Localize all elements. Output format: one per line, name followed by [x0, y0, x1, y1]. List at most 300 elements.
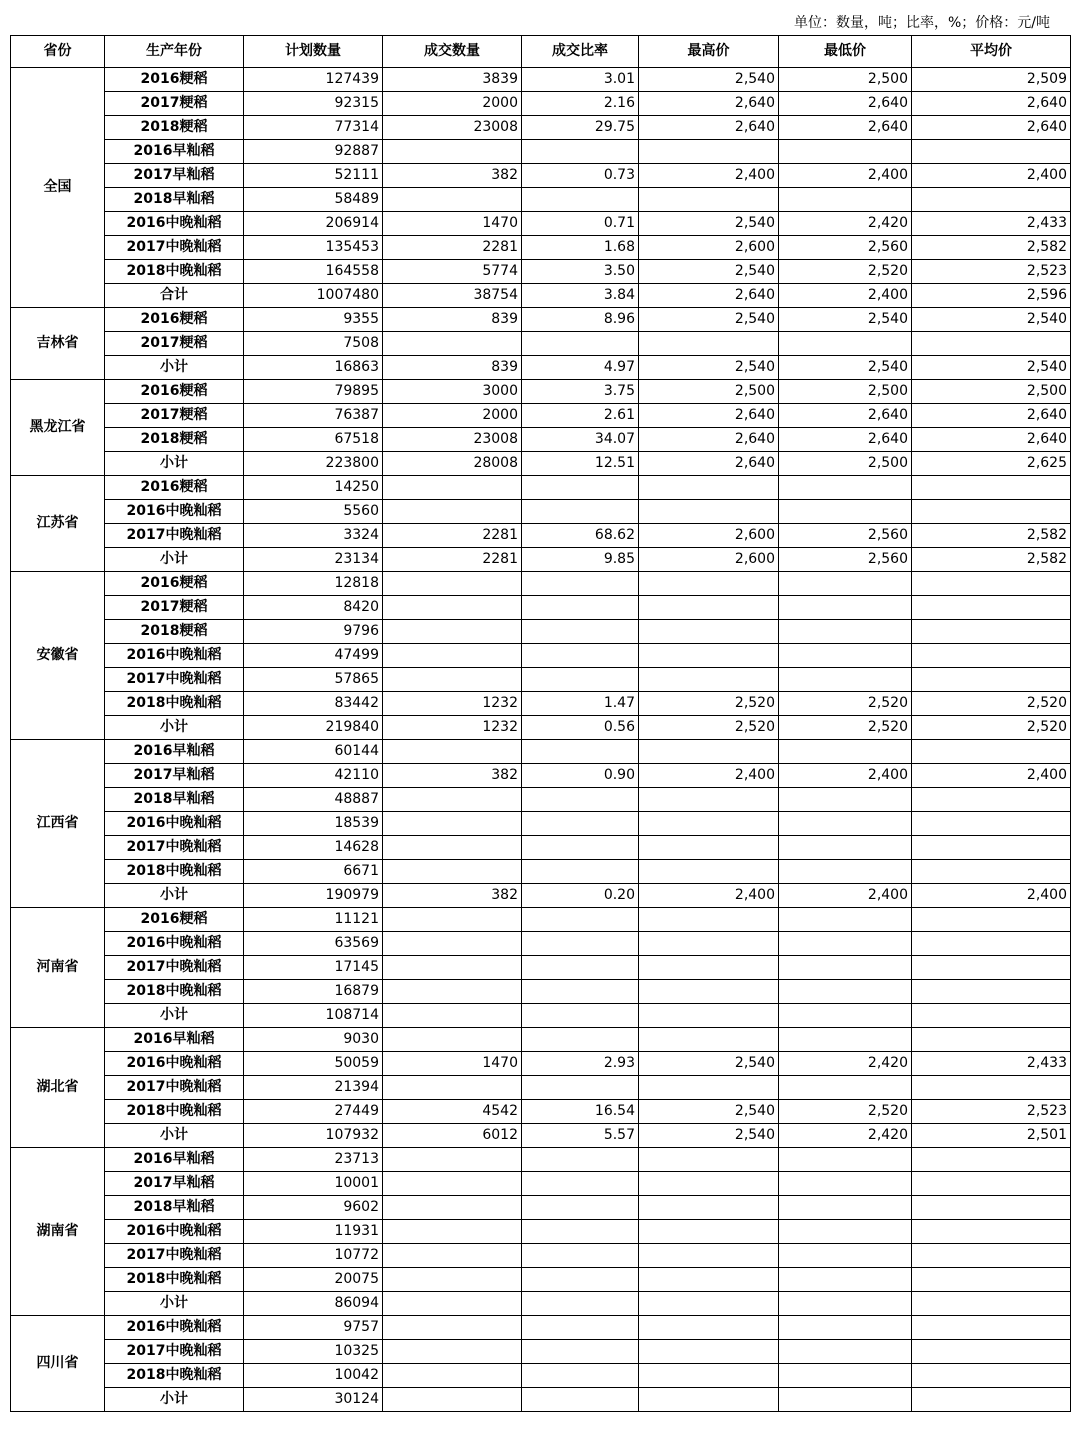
column-header: 平均价 — [912, 36, 1071, 68]
value-cell — [779, 1292, 912, 1316]
value-cell: 0.20 — [522, 884, 639, 908]
table-row — [11, 692, 1071, 716]
value-cell: 2000 — [383, 404, 522, 428]
value-cell: 2,500 — [639, 380, 779, 404]
production-year-cell: 2017中晚籼稻 — [105, 1244, 244, 1268]
table-row — [11, 596, 1071, 620]
value-cell: 83442 — [244, 692, 383, 716]
value-cell — [639, 476, 779, 500]
value-cell: 3324 — [244, 524, 383, 548]
value-cell — [522, 1076, 639, 1100]
value-cell: 382 — [383, 884, 522, 908]
value-cell: 12818 — [244, 572, 383, 596]
value-cell: 10042 — [244, 1364, 383, 1388]
value-cell: 42110 — [244, 764, 383, 788]
value-cell — [912, 572, 1071, 596]
value-cell — [912, 1172, 1071, 1196]
value-cell — [522, 188, 639, 212]
value-cell: 21394 — [244, 1076, 383, 1100]
value-cell — [639, 1316, 779, 1340]
value-cell — [383, 836, 522, 860]
value-cell — [383, 1028, 522, 1052]
value-cell — [912, 332, 1071, 356]
value-cell — [639, 788, 779, 812]
value-cell — [383, 644, 522, 668]
value-cell — [639, 1028, 779, 1052]
production-year-cell: 2017粳稻 — [105, 596, 244, 620]
table-row — [11, 908, 1071, 932]
value-cell: 92315 — [244, 92, 383, 116]
production-year-cell: 2016中晚籼稻 — [105, 932, 244, 956]
value-cell — [779, 140, 912, 164]
value-cell — [912, 1292, 1071, 1316]
value-cell — [383, 1268, 522, 1292]
production-year-cell: 2017中晚籼稻 — [105, 956, 244, 980]
value-cell: 2,640 — [912, 92, 1071, 116]
value-cell: 23134 — [244, 548, 383, 572]
value-cell: 2,640 — [639, 404, 779, 428]
value-cell — [522, 596, 639, 620]
value-cell — [522, 1196, 639, 1220]
value-cell — [779, 860, 912, 884]
value-cell: 2.61 — [522, 404, 639, 428]
table-row — [11, 380, 1071, 404]
value-cell — [639, 1172, 779, 1196]
value-cell — [912, 644, 1071, 668]
value-cell — [639, 1292, 779, 1316]
production-year-cell: 2016粳稻 — [105, 308, 244, 332]
table-row — [11, 452, 1071, 476]
value-cell: 2,520 — [779, 260, 912, 284]
value-cell: 2,400 — [639, 884, 779, 908]
value-cell: 48887 — [244, 788, 383, 812]
value-cell — [639, 1076, 779, 1100]
value-cell — [779, 956, 912, 980]
production-year-cell: 2018粳稻 — [105, 116, 244, 140]
value-cell: 2,640 — [639, 452, 779, 476]
value-cell: 2,500 — [912, 380, 1071, 404]
value-cell — [912, 596, 1071, 620]
value-cell: 4542 — [383, 1100, 522, 1124]
table-row — [11, 1172, 1071, 1196]
value-cell: 9602 — [244, 1196, 383, 1220]
value-cell — [383, 1244, 522, 1268]
value-cell: 10325 — [244, 1340, 383, 1364]
value-cell — [912, 956, 1071, 980]
table-row — [11, 1100, 1071, 1124]
column-header: 最高价 — [639, 36, 779, 68]
value-cell: 2,400 — [912, 884, 1071, 908]
production-year-cell: 2018早籼稻 — [105, 788, 244, 812]
value-cell: 2,520 — [779, 716, 912, 740]
value-cell — [779, 1244, 912, 1268]
value-cell — [912, 980, 1071, 1004]
value-cell: 52111 — [244, 164, 383, 188]
value-cell — [639, 1196, 779, 1220]
value-cell — [639, 644, 779, 668]
value-cell — [639, 620, 779, 644]
table-header — [11, 36, 1071, 68]
value-cell: 2,540 — [639, 356, 779, 380]
value-cell: 14628 — [244, 836, 383, 860]
value-cell: 2,400 — [779, 764, 912, 788]
value-cell — [779, 932, 912, 956]
value-cell: 219840 — [244, 716, 383, 740]
table-row — [11, 284, 1071, 308]
value-cell — [383, 596, 522, 620]
production-year-cell: 小计 — [105, 548, 244, 572]
table-row — [11, 332, 1071, 356]
value-cell — [522, 1364, 639, 1388]
value-cell: 11931 — [244, 1220, 383, 1244]
value-cell — [522, 1004, 639, 1028]
value-cell — [522, 1292, 639, 1316]
value-cell: 2,520 — [779, 692, 912, 716]
production-year-cell: 2016中晚籼稻 — [105, 1316, 244, 1340]
production-year-cell: 2016粳稻 — [105, 380, 244, 404]
value-cell — [383, 572, 522, 596]
value-cell: 6671 — [244, 860, 383, 884]
value-cell: 50059 — [244, 1052, 383, 1076]
value-cell — [639, 932, 779, 956]
column-header: 最低价 — [779, 36, 912, 68]
value-cell — [522, 140, 639, 164]
value-cell — [522, 740, 639, 764]
value-cell — [912, 932, 1071, 956]
value-cell: 0.56 — [522, 716, 639, 740]
value-cell: 18539 — [244, 812, 383, 836]
value-cell: 2000 — [383, 92, 522, 116]
value-cell: 3839 — [383, 68, 522, 92]
value-cell: 2,500 — [779, 68, 912, 92]
table-row — [11, 116, 1071, 140]
value-cell — [383, 1172, 522, 1196]
value-cell: 2,582 — [912, 548, 1071, 572]
value-cell — [779, 1388, 912, 1412]
value-cell: 2,420 — [779, 1052, 912, 1076]
value-cell — [639, 1388, 779, 1412]
value-cell: 92887 — [244, 140, 383, 164]
value-cell: 20075 — [244, 1268, 383, 1292]
province-cell: 黑龙江省 — [11, 380, 105, 476]
value-cell: 4.97 — [522, 356, 639, 380]
value-cell: 2,400 — [639, 764, 779, 788]
value-cell: 2,500 — [779, 452, 912, 476]
value-cell: 2.93 — [522, 1052, 639, 1076]
value-cell: 2,400 — [779, 164, 912, 188]
table-row — [11, 1004, 1071, 1028]
production-year-cell: 2018中晚籼稻 — [105, 980, 244, 1004]
production-year-cell: 合计 — [105, 284, 244, 308]
table-row — [11, 68, 1071, 92]
value-cell — [779, 572, 912, 596]
value-cell: 2,509 — [912, 68, 1071, 92]
table-row — [11, 956, 1071, 980]
value-cell — [522, 932, 639, 956]
value-cell: 9796 — [244, 620, 383, 644]
value-cell — [779, 908, 912, 932]
production-year-cell: 2018早籼稻 — [105, 1196, 244, 1220]
value-cell — [912, 1004, 1071, 1028]
production-year-cell: 2016粳稻 — [105, 68, 244, 92]
value-cell: 1.68 — [522, 236, 639, 260]
value-cell: 30124 — [244, 1388, 383, 1412]
value-cell: 16879 — [244, 980, 383, 1004]
table-row — [11, 1028, 1071, 1052]
value-cell: 2,420 — [779, 212, 912, 236]
value-cell: 2,640 — [639, 284, 779, 308]
value-cell: 2,560 — [779, 524, 912, 548]
value-cell: 1470 — [383, 212, 522, 236]
table-row — [11, 980, 1071, 1004]
value-cell — [639, 812, 779, 836]
value-cell — [522, 1268, 639, 1292]
value-cell — [383, 1196, 522, 1220]
value-cell: 47499 — [244, 644, 383, 668]
value-cell: 23713 — [244, 1148, 383, 1172]
table-row — [11, 644, 1071, 668]
value-cell: 86094 — [244, 1292, 383, 1316]
value-cell: 2.16 — [522, 92, 639, 116]
value-cell — [779, 1364, 912, 1388]
table-row — [11, 260, 1071, 284]
table-row — [11, 188, 1071, 212]
value-cell — [522, 1148, 639, 1172]
value-cell: 2,540 — [639, 1124, 779, 1148]
value-cell: 3.84 — [522, 284, 639, 308]
value-cell: 107932 — [244, 1124, 383, 1148]
table-row — [11, 1052, 1071, 1076]
value-cell: 28008 — [383, 452, 522, 476]
table-row — [11, 428, 1071, 452]
production-year-cell: 2017中晚籼稻 — [105, 1340, 244, 1364]
production-year-cell: 2018中晚籼稻 — [105, 860, 244, 884]
province-cell: 安徽省 — [11, 572, 105, 740]
value-cell — [639, 332, 779, 356]
production-year-cell: 2017中晚籼稻 — [105, 836, 244, 860]
value-cell — [522, 572, 639, 596]
column-header: 省份 — [11, 36, 105, 68]
value-cell — [639, 836, 779, 860]
value-cell — [912, 140, 1071, 164]
production-year-cell: 2016粳稻 — [105, 476, 244, 500]
value-cell — [779, 836, 912, 860]
production-year-cell: 2016早籼稻 — [105, 1148, 244, 1172]
value-cell — [383, 740, 522, 764]
value-cell: 2,640 — [639, 428, 779, 452]
production-year-cell: 2018中晚籼稻 — [105, 1100, 244, 1124]
value-cell: 2,640 — [779, 92, 912, 116]
value-cell: 29.75 — [522, 116, 639, 140]
value-cell — [383, 620, 522, 644]
table-row — [11, 1388, 1071, 1412]
value-cell — [779, 1172, 912, 1196]
value-cell: 2,520 — [912, 692, 1071, 716]
value-cell — [383, 1148, 522, 1172]
production-year-cell: 2016中晚籼稻 — [105, 1052, 244, 1076]
value-cell: 2,433 — [912, 212, 1071, 236]
production-year-cell: 2017中晚籼稻 — [105, 236, 244, 260]
value-cell — [522, 908, 639, 932]
value-cell: 0.90 — [522, 764, 639, 788]
value-cell — [383, 956, 522, 980]
table-row — [11, 356, 1071, 380]
production-year-cell: 小计 — [105, 1004, 244, 1028]
value-cell: 2,540 — [639, 1100, 779, 1124]
value-cell — [639, 1148, 779, 1172]
value-cell: 2,582 — [912, 524, 1071, 548]
value-cell: 1232 — [383, 692, 522, 716]
value-cell: 57865 — [244, 668, 383, 692]
value-cell — [522, 1388, 639, 1412]
table-row — [11, 236, 1071, 260]
table-row — [11, 308, 1071, 332]
value-cell — [912, 1028, 1071, 1052]
table-row — [11, 1076, 1071, 1100]
value-cell: 14250 — [244, 476, 383, 500]
value-cell — [912, 860, 1071, 884]
production-year-cell: 2018中晚籼稻 — [105, 1268, 244, 1292]
value-cell: 3000 — [383, 380, 522, 404]
value-cell: 2,625 — [912, 452, 1071, 476]
value-cell — [383, 908, 522, 932]
table-row — [11, 788, 1071, 812]
column-header: 生产年份 — [105, 36, 244, 68]
value-cell: 2,600 — [639, 236, 779, 260]
value-cell — [639, 1004, 779, 1028]
table-row — [11, 1268, 1071, 1292]
value-cell — [639, 1268, 779, 1292]
value-cell — [383, 788, 522, 812]
value-cell — [522, 644, 639, 668]
value-cell — [779, 1028, 912, 1052]
value-cell — [779, 1148, 912, 1172]
value-cell — [779, 500, 912, 524]
value-cell — [639, 908, 779, 932]
value-cell: 23008 — [383, 428, 522, 452]
production-year-cell: 小计 — [105, 716, 244, 740]
value-cell — [779, 1340, 912, 1364]
value-cell: 1232 — [383, 716, 522, 740]
value-cell: 79895 — [244, 380, 383, 404]
value-cell: 68.62 — [522, 524, 639, 548]
value-cell — [912, 1244, 1071, 1268]
value-cell — [639, 1220, 779, 1244]
value-cell: 67518 — [244, 428, 383, 452]
value-cell — [383, 188, 522, 212]
value-cell: 2,500 — [779, 380, 912, 404]
value-cell: 12.51 — [522, 452, 639, 476]
value-cell: 1.47 — [522, 692, 639, 716]
value-cell — [522, 1244, 639, 1268]
production-year-cell: 小计 — [105, 1292, 244, 1316]
value-cell — [383, 980, 522, 1004]
value-cell: 17145 — [244, 956, 383, 980]
value-cell — [522, 836, 639, 860]
table-row — [11, 836, 1071, 860]
value-cell — [383, 332, 522, 356]
value-cell — [779, 980, 912, 1004]
province-cell: 湖北省 — [11, 1028, 105, 1148]
value-cell — [522, 668, 639, 692]
value-cell: 2,640 — [639, 116, 779, 140]
table-row — [11, 764, 1071, 788]
value-cell: 382 — [383, 764, 522, 788]
value-cell — [522, 620, 639, 644]
value-cell: 2,540 — [779, 308, 912, 332]
value-cell: 223800 — [244, 452, 383, 476]
value-cell — [639, 1364, 779, 1388]
value-cell: 2,640 — [912, 404, 1071, 428]
value-cell — [779, 1316, 912, 1340]
value-cell: 9355 — [244, 308, 383, 332]
value-cell: 2,540 — [639, 308, 779, 332]
value-cell — [383, 1220, 522, 1244]
value-cell — [912, 908, 1071, 932]
value-cell: 127439 — [244, 68, 383, 92]
table-row — [11, 1316, 1071, 1340]
value-cell — [912, 620, 1071, 644]
production-year-cell: 2017早籼稻 — [105, 164, 244, 188]
value-cell — [522, 1172, 639, 1196]
value-cell: 2,596 — [912, 284, 1071, 308]
production-year-cell: 2017早籼稻 — [105, 1172, 244, 1196]
value-cell — [522, 1220, 639, 1244]
production-year-cell: 小计 — [105, 1388, 244, 1412]
value-cell: 11121 — [244, 908, 383, 932]
value-cell: 190979 — [244, 884, 383, 908]
column-header: 成交比率 — [522, 36, 639, 68]
value-cell — [383, 140, 522, 164]
production-year-cell: 2016粳稻 — [105, 572, 244, 596]
table-row — [11, 500, 1071, 524]
value-cell — [522, 812, 639, 836]
value-cell — [522, 788, 639, 812]
value-cell — [912, 476, 1071, 500]
value-cell: 16.54 — [522, 1100, 639, 1124]
value-cell — [779, 620, 912, 644]
production-year-cell: 2018中晚籼稻 — [105, 1364, 244, 1388]
table-row — [11, 404, 1071, 428]
production-year-cell: 2018中晚籼稻 — [105, 692, 244, 716]
value-cell — [779, 812, 912, 836]
value-cell — [779, 1268, 912, 1292]
value-cell — [383, 932, 522, 956]
value-cell — [779, 1196, 912, 1220]
value-cell: 2281 — [383, 548, 522, 572]
value-cell: 3.01 — [522, 68, 639, 92]
value-cell: 9.85 — [522, 548, 639, 572]
production-year-cell: 2017粳稻 — [105, 92, 244, 116]
value-cell: 8420 — [244, 596, 383, 620]
auction-results-table — [10, 35, 1071, 1412]
value-cell — [522, 860, 639, 884]
table-row — [11, 1148, 1071, 1172]
value-cell — [522, 500, 639, 524]
value-cell: 9030 — [244, 1028, 383, 1052]
value-cell — [639, 500, 779, 524]
value-cell: 76387 — [244, 404, 383, 428]
value-cell: 5774 — [383, 260, 522, 284]
value-cell: 2,640 — [912, 116, 1071, 140]
value-cell: 2,560 — [779, 236, 912, 260]
value-cell: 2,540 — [639, 260, 779, 284]
production-year-cell: 小计 — [105, 884, 244, 908]
table-row — [11, 164, 1071, 188]
value-cell: 6012 — [383, 1124, 522, 1148]
value-cell: 2,600 — [639, 548, 779, 572]
production-year-cell: 2018粳稻 — [105, 428, 244, 452]
